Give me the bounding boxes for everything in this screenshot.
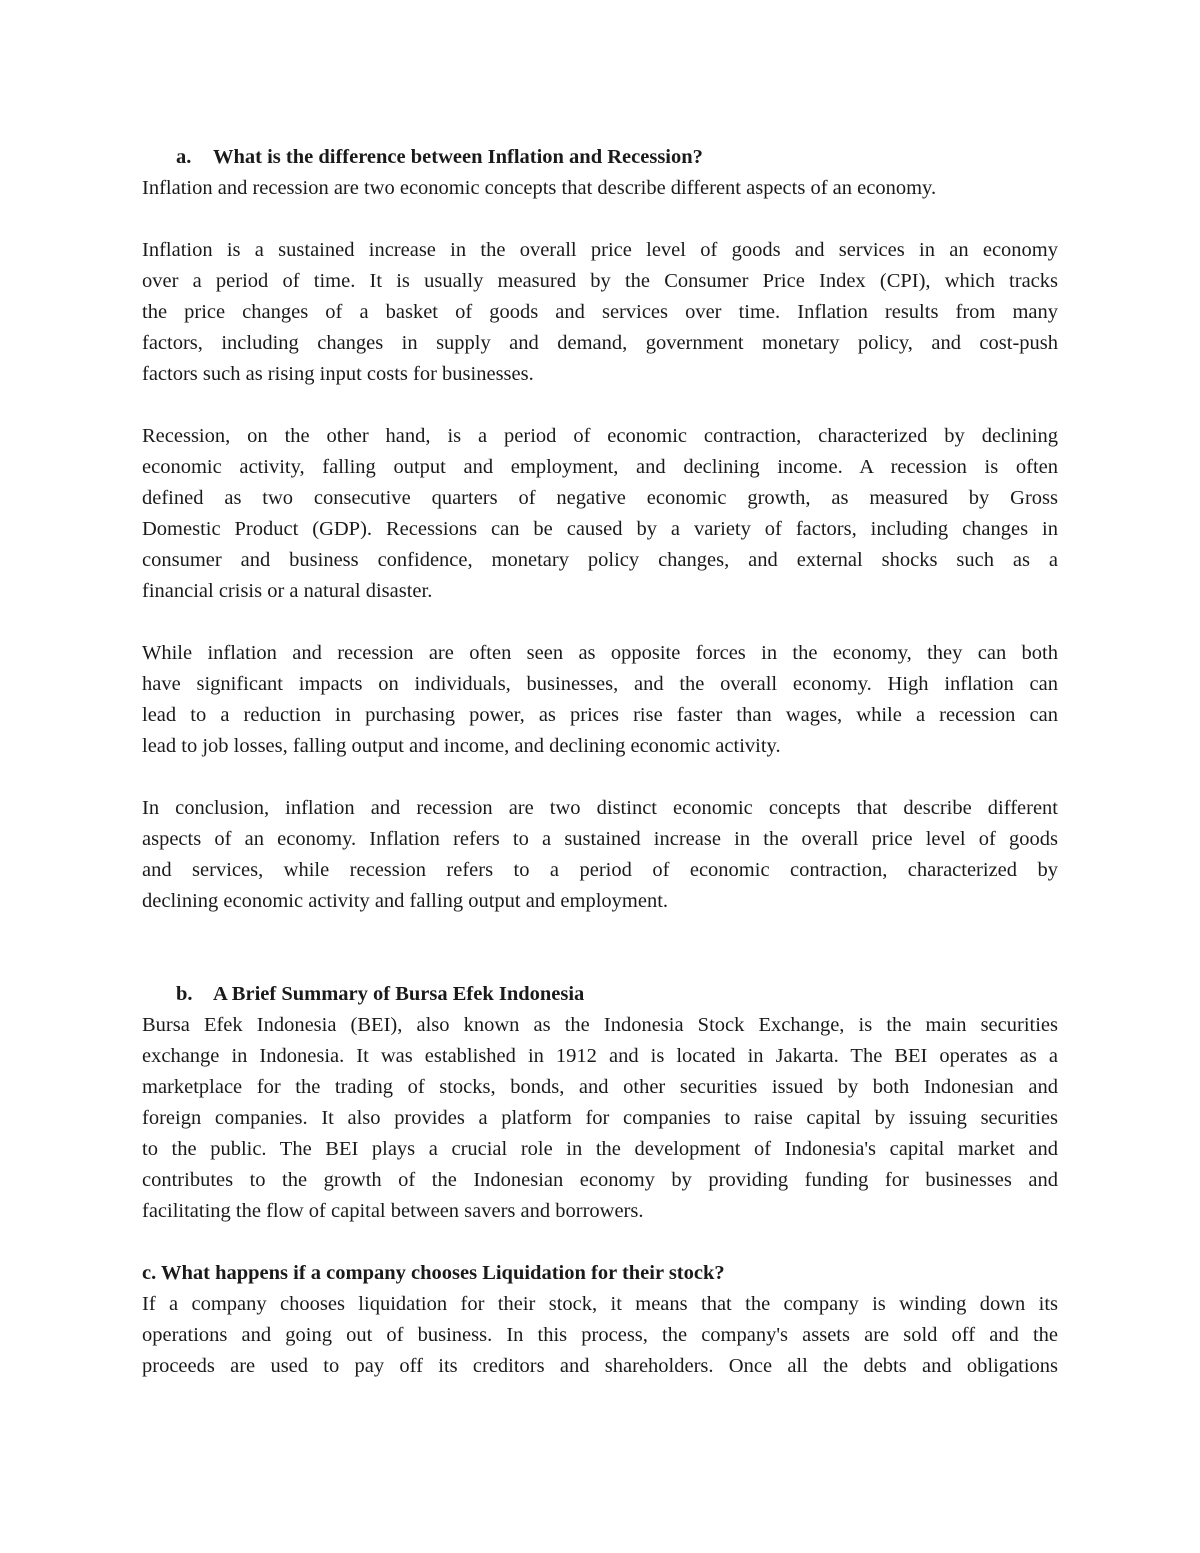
text-line: financial crisis or a natural disaster. — [142, 580, 433, 602]
text-line: Bursa Efek Indonesia (BEI), also known as the Indonesia Stock Exchange, is the main securities — [142, 1014, 1058, 1036]
text-line: In conclusion, inflation and recession are two distinct economic concepts that describe different — [142, 797, 1058, 819]
text-line: If a company chooses liquidation for their stock, it means that the company is winding down its — [142, 1293, 1058, 1315]
text-line: lead to job losses, falling output and income, and declining economic activity. — [142, 735, 781, 757]
text-line: to the public. The BEI plays a crucial role in the development of Indonesia's capital market and — [142, 1138, 1058, 1160]
document-page — [142, 142, 1058, 1382]
text-line: Inflation is a sustained increase in the overall price level of goods and services in an economy — [142, 239, 1058, 261]
text-line: have significant impacts on individuals, businesses, and the overall economy. High inflation can — [142, 673, 1058, 695]
text-line: over a period of time. It is usually measured by the Consumer Price Index (CPI), which tracks — [142, 270, 1058, 292]
text-line: marketplace for the trading of stocks, bonds, and other securities issued by both Indonesian and — [142, 1076, 1058, 1098]
section-heading — [142, 1258, 1058, 1289]
text-line: While inflation and recession are often seen as opposite forces in the economy, they can both — [142, 642, 1058, 664]
heading-line — [142, 1258, 1058, 1289]
paragraph — [142, 1289, 1058, 1382]
text-line: Recession, on the other hand, is a period of economic contraction, characterized by declining — [142, 425, 1058, 447]
text-line: exchange in Indonesia. It was established in 1912 and is located in Jakarta. The BEI operates as a — [142, 1045, 1058, 1067]
text-line: proceeds are used to pay off its creditors and shareholders. Once all the debts and obligations — [142, 1355, 1058, 1377]
text-line: aspects of an economy. Inflation refers to a sustained increase in the overall price level of goods — [142, 828, 1058, 850]
text-line: facilitating the flow of capital between savers and borrowers. — [142, 1200, 644, 1222]
paragraph — [142, 421, 1058, 607]
heading-number: a. — [176, 146, 192, 168]
text-line: lead to a reduction in purchasing power, as prices rise faster than wages, while a recession can — [142, 704, 1058, 726]
paragraph — [142, 235, 1058, 390]
text-line: operations and going out of business. In this process, the company's assets are sold off and the — [142, 1324, 1058, 1346]
heading-line — [176, 979, 1058, 1010]
heading-line — [176, 142, 1058, 173]
text-line: declining economic activity and falling output and employment. — [142, 890, 669, 912]
paragraph — [142, 1010, 1058, 1227]
text-line: the price changes of a basket of goods and services over time. Inflation results from many — [142, 301, 1058, 323]
text-line: contributes to the growth of the Indonesian economy by providing funding for businesses and — [142, 1169, 1058, 1191]
text-line: Domestic Product (GDP). Recessions can be caused by a variety of factors, including changes in — [142, 518, 1058, 540]
text-line: economic activity, falling output and employment, and declining income. A recession is often — [142, 456, 1058, 478]
text-line: Inflation and recession are two economic concepts that describe different aspects of an economy. — [142, 177, 937, 199]
paragraph — [142, 793, 1058, 917]
heading-number: b. — [176, 983, 193, 1005]
heading-text: What is the difference between Inflation and Recession? — [213, 146, 703, 168]
section-heading — [142, 142, 1058, 173]
heading-text: c. What happens if a company chooses Liquidation for their stock? — [142, 1262, 725, 1284]
text-line: and services, while recession refers to a period of economic contraction, characterized by — [142, 859, 1058, 881]
text-line: foreign companies. It also provides a platform for companies to raise capital by issuing securities — [142, 1107, 1058, 1129]
text-line: factors, including changes in supply and demand, government monetary policy, and cost-push — [142, 332, 1058, 354]
heading-text: A Brief Summary of Bursa Efek Indonesia — [213, 983, 585, 1005]
text-line: consumer and business confidence, monetary policy changes, and external shocks such as a — [142, 549, 1058, 571]
text-line: defined as two consecutive quarters of negative economic growth, as measured by Gross — [142, 487, 1058, 509]
section-heading — [142, 979, 1058, 1010]
text-line: factors such as rising input costs for businesses. — [142, 363, 534, 385]
paragraph — [142, 173, 1058, 204]
paragraph — [142, 638, 1058, 762]
